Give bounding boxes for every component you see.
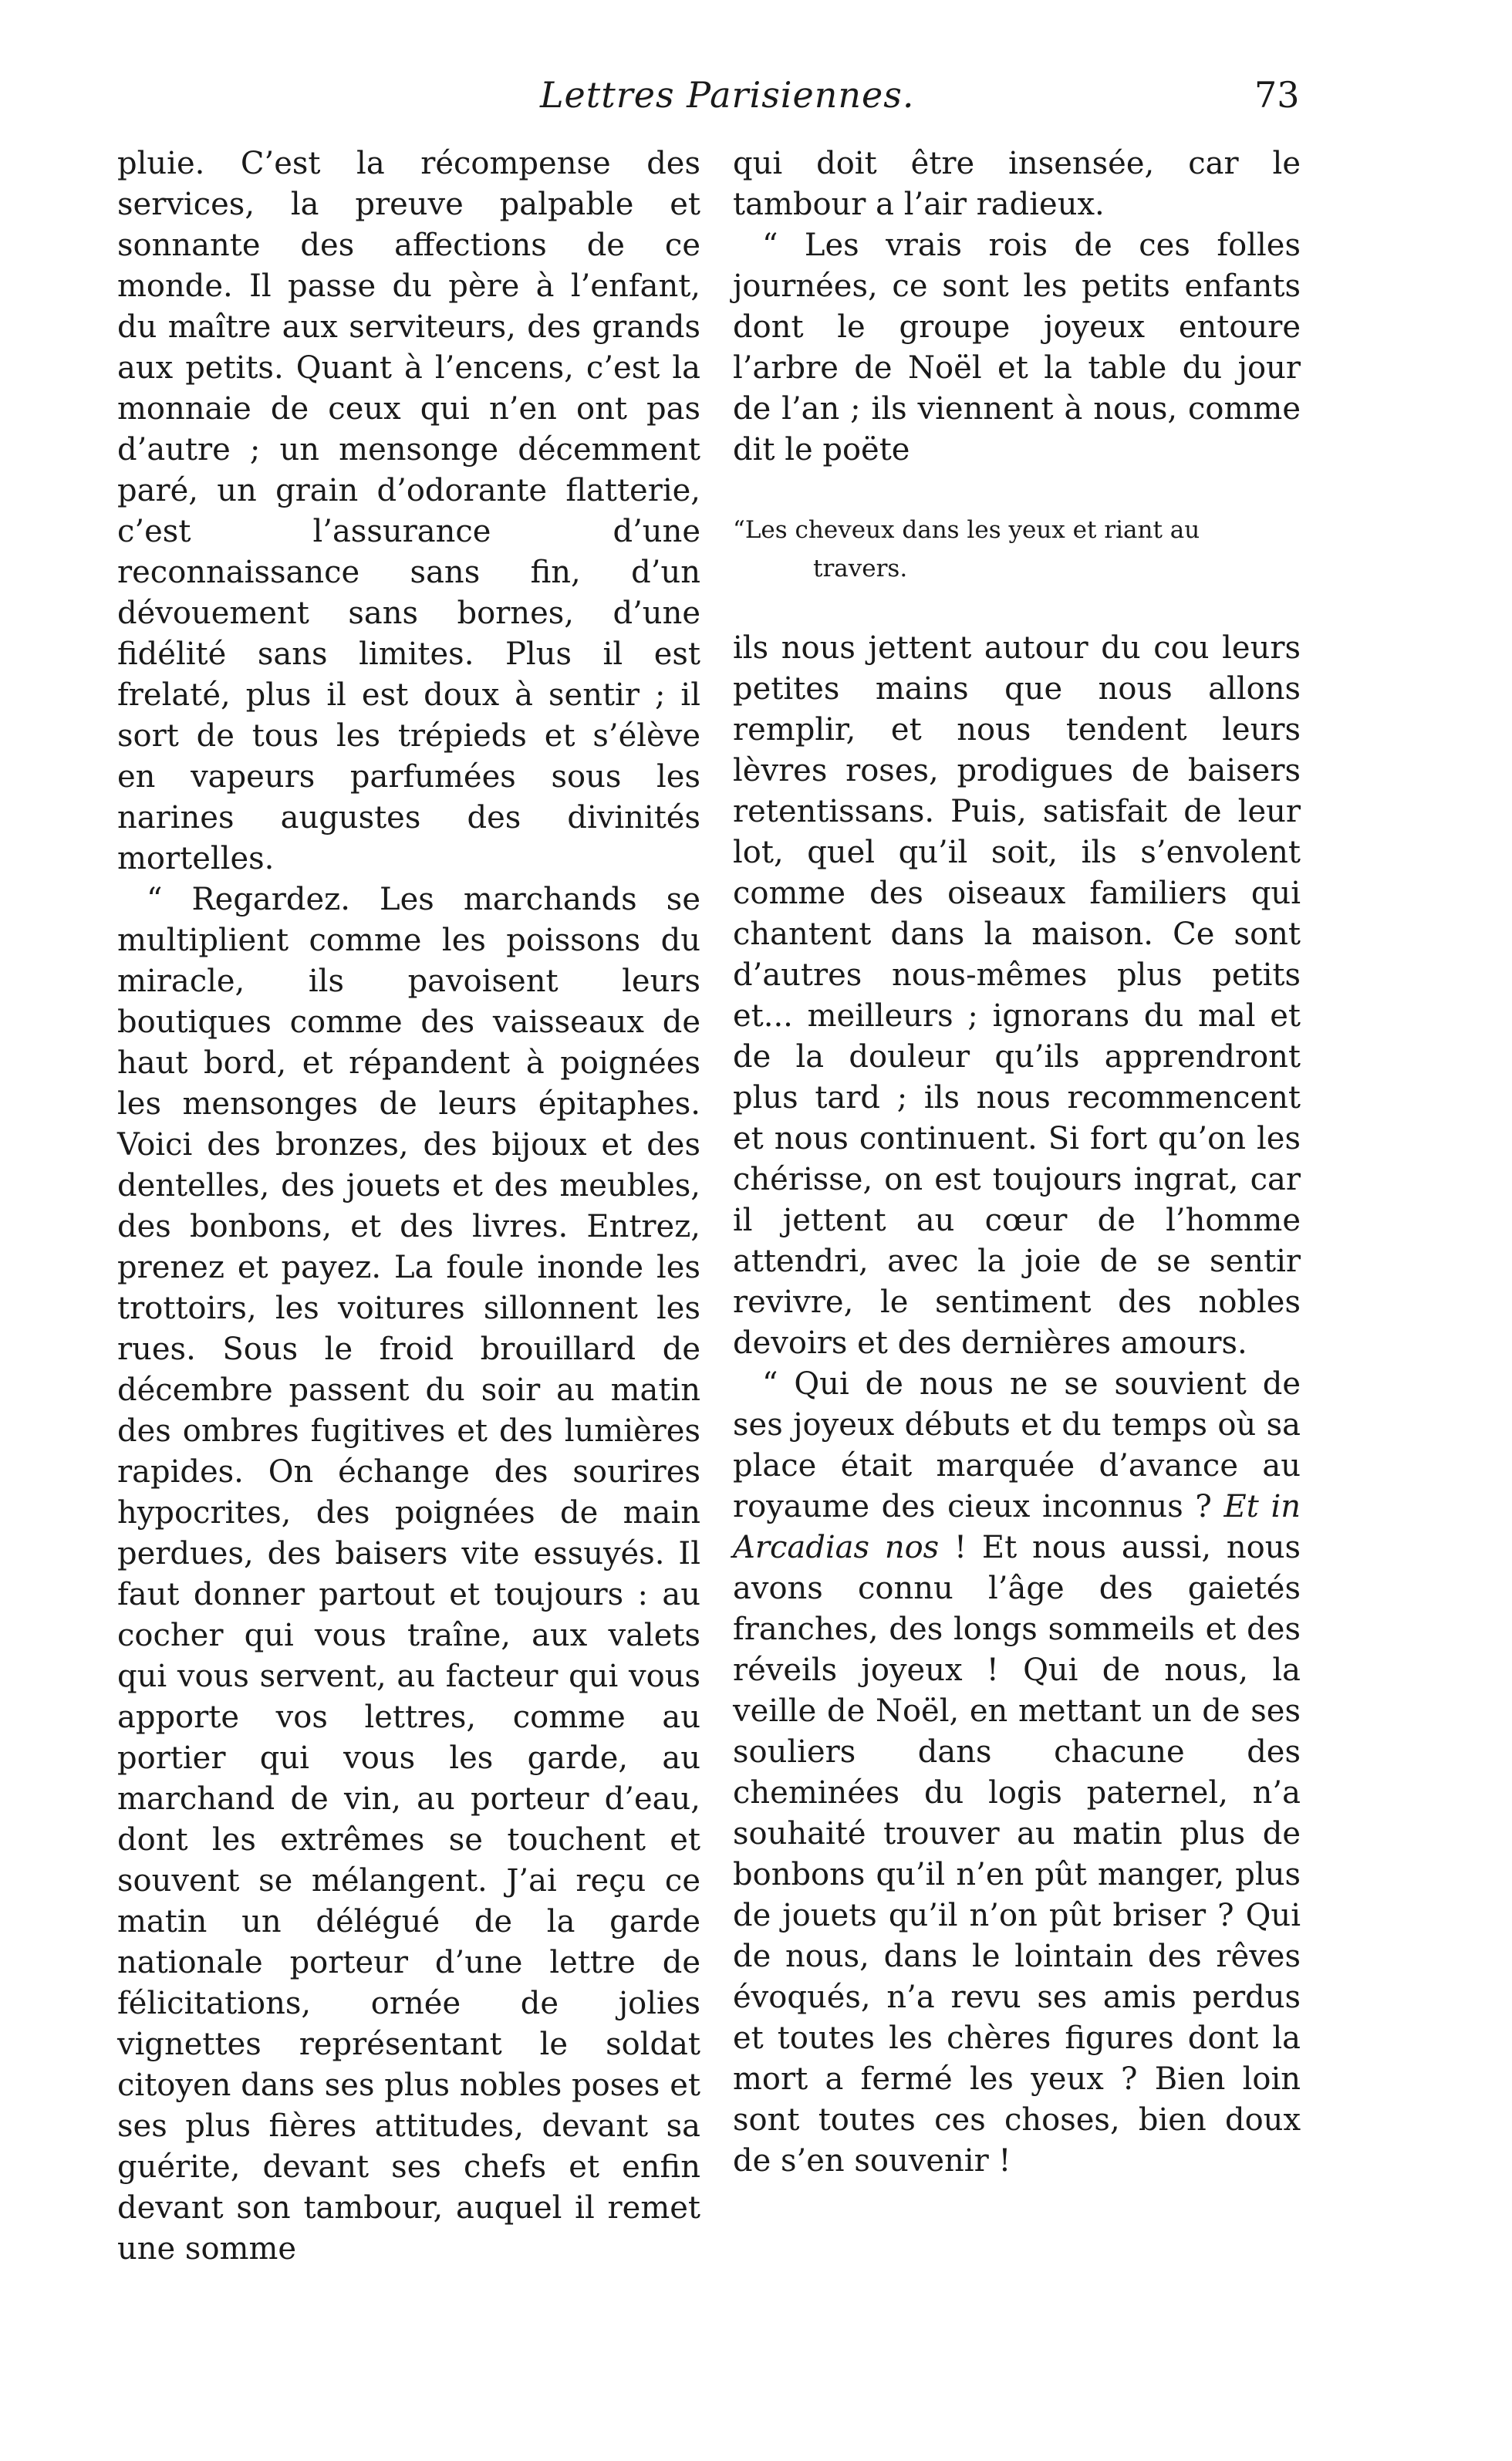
paragraph: ils nous jettent autour du cou leurs petites mains que nous allons remplir, et nous tendent leurs lèvres roses, prodigues de baisers retentissans. Puis, satisfait de leur lot, quel qu’il soit, ils s’envolent comme des oiseaux familiers qui chantent dans la maison. Ce sont d’autres nous-mêmes plus petits et... meilleurs ; ignorans du mal et de la douleur qu’ils apprendront plus tard ; ils nous recommencent et nous continuent. Si fort qu’on les chérisse, on est toujours ingrat, car il jettent au cœur de l’homme attendri, avec la joie de se sentir revivre, le sentiment des nobles devoirs et des dernières amours. [733,630,1301,1361]
paragraph: qui doit être insensée, car le tambour a l’air radieux. [733,146,1301,222]
right-column [733,143,1301,2182]
paragraph: “ Les vrais rois de ces folles journées, ce sont les petits enfants dont le groupe joyeux entoure l’arbre de Noël et la table du jour de l’an ; ils viennent à nous, comme dit le poëte [733,228,1301,468]
left-column [117,143,700,2270]
text-run: ! Et nous aussi, nous avons connu l’âge des gaietés franches, des longs sommeils et des réveils joyeux ! Qui de nous, la veille de Noël, en mettant un de ses souliers dans chacune des cheminées du logis paternel, n’a souhaité trouver au matin plus de bonbons qu’il n’en pût manger, plus de jouets qu’il n’on pût briser ? Qui de nous, dans le lointain des rêves évoqués, n’a revu ses amis perdus et toutes les chères figures dont la mort a fermé les yeux ? Bien loin sont toutes ces choses, bien doux de s’en souvenir ! [733,1530,1301,2179]
paragraph: pluie. C’est la récompense des services, la preuve palpable et sonnante des affections de ce monde. Il passe du père à l’enfant, du maître aux serviteurs, des grands aux petits. Quant à l’encens, c’est la monnaie de ceux qui n’en ont pas d’autre ; un mensonge décemment paré, un grain d’odorante flatterie, c’est l’assurance d’une reconnaissance sans fin, d’un dévouement sans bornes, d’une fidélité sans limites. Plus il est frelaté, plus il est doux à sentir ; il sort de tous les trépieds et s’élève en vapeurs parfumées sous les narines augustes des divinités mortelles. [117,146,700,876]
page-number: 73 [1254,74,1300,116]
paragraph: “ Regardez. Les marchands se multiplient comme les poissons du miracle, ils pavoisent leurs boutiques comme des vaisseaux de haut bord, et répandent à poignées les mensonges de leurs épitaphes. Voici des bronzes, des bijoux et des dentelles, des jouets et des meubles, des bonbons, et des livres. Entrez, prenez et payez. La foule inonde les trottoirs, les voitures sillonnent les rues. Sous le froid brouillard de décembre passent du soir au matin des ombres fugitives et des lumières rapides. On échange des sourires hypocrites, des poignées de main perdues, des baisers vite essuyés. Il faut donner partout et toujours : au cocher qui vous traîne, aux valets qui vous servent, au facteur qui vous apporte vos lettres, comme au portier qui vous les garde, au marchand de vin, au porteur d’eau, dont les extrêmes se touchent et souvent se mélangent. J’ai reçu ce matin un délégué de la garde nationale porteur d’une lettre de félicitations, ornée de jolies vignettes représentant le soldat citoyen dans ses plus nobles poses et ses plus fières attitudes, devant sa guérite, devant ses chefs et enfin devant son tambour, auquel il remet une somme [117,882,700,2267]
running-title: Lettres Parisiennes. [540,74,915,116]
text-run: “ Qui de nous ne se souvient de ses joyeux débuts et du temps où sa place était marquée d’avance au royaume des cieux inconnus ? [733,1366,1301,1524]
latin-phrase: Et in Arcadias nos [733,1489,1301,1565]
quote-line: travers. [813,555,908,582]
verse-quote [733,511,1301,588]
quote-line: “Les cheveux dans les yeux et riant au [733,516,1200,544]
paragraph [733,1364,1301,2182]
